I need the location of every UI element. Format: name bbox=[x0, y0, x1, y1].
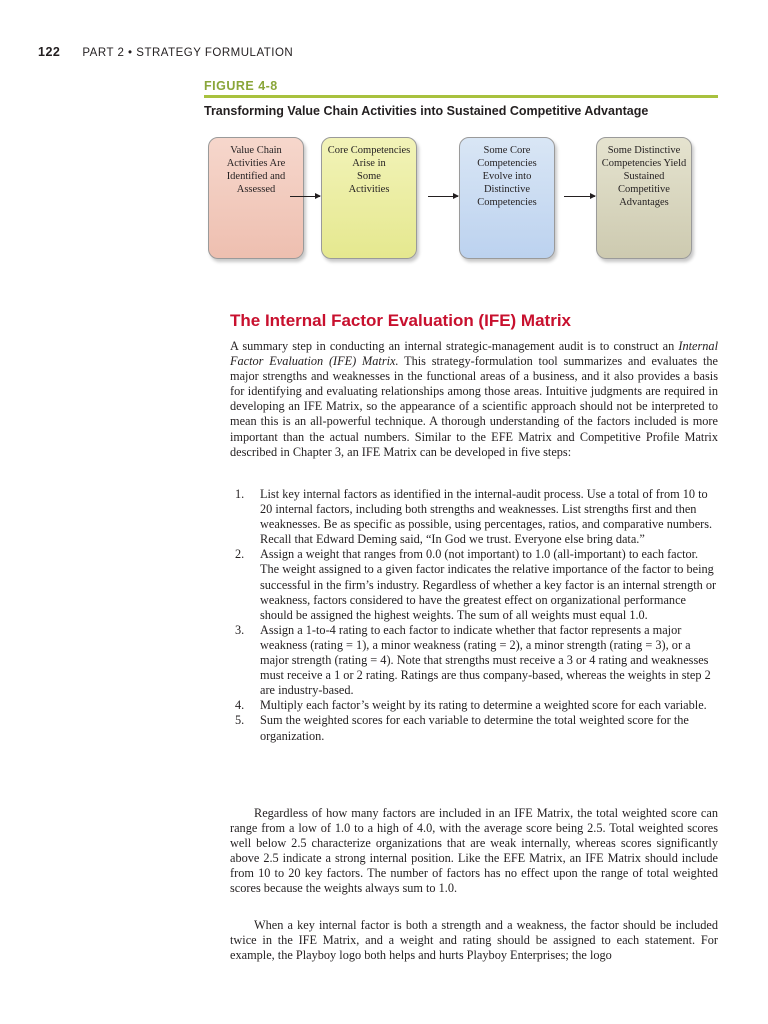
box-line: Some Distinctive bbox=[607, 145, 681, 156]
step-number: 1. bbox=[235, 487, 245, 501]
step-number: 4. bbox=[235, 698, 245, 713]
running-header bbox=[38, 45, 293, 59]
arrow-right-icon bbox=[428, 196, 458, 197]
step-number: 5. bbox=[235, 713, 245, 728]
box-line: Competitive bbox=[618, 184, 670, 195]
intro-text: This strategy-formulation tool summarizes and evaluates the major strengths and weaknesses in the functional areas of a business, and it also provides a basis for identifying and evaluating relationships among those areas. Intuitive judgments are required in developing an IFE Matrix, so the appearance of a scientific approach should not be interpreted to mean this is an all-powerful technique. A thorough understanding of the factors included is more important than the actual numbers. Similar to the EFE Matrix and Competitive Profile Matrix described in Chapter 3, an IFE Matrix can be developed in five steps: bbox=[230, 354, 718, 459]
list-item bbox=[230, 698, 718, 713]
step-text: Sum the weighted scores for each variable to determine the total weighted score for the organization. bbox=[260, 713, 689, 743]
box-line: Activities bbox=[348, 184, 390, 195]
box-line: Competencies Yield bbox=[601, 158, 687, 169]
diagram-box-core-competencies bbox=[321, 137, 417, 259]
step-text: List key internal factors as identified in the internal-audit process. Use a total of from 10 to 20 internal factors, including both strengths and weaknesses. List strengths first and then weaknesses. Be as specific as possible, using percentages, ratios, and comparative numbers. Recall that Edward Deming said, “In God we trust. Everyone else bring data.” bbox=[260, 487, 713, 547]
step-number: 2. bbox=[235, 547, 245, 562]
page-number: 122 bbox=[38, 45, 61, 59]
box-line: Assessed bbox=[236, 184, 276, 195]
box-line: Activities Are bbox=[226, 158, 286, 169]
diagram-box-value-chain bbox=[208, 137, 304, 259]
list-item bbox=[230, 547, 718, 622]
intro-italic-term: Internal Factor Evaluation (IFE) Matrix. bbox=[230, 339, 718, 369]
box-line: Competencies bbox=[477, 158, 537, 169]
figure-label: FIGURE 4-8 bbox=[204, 79, 278, 93]
arrow-right-icon bbox=[290, 196, 320, 197]
box-line: Sustained bbox=[623, 171, 665, 182]
step-number: 3. bbox=[235, 622, 245, 637]
intro-text: A summary step in conducting an internal strategic-management audit is to construct an bbox=[230, 339, 679, 353]
box-line: Some bbox=[357, 171, 381, 182]
figure-rule bbox=[204, 95, 718, 98]
list-item bbox=[230, 487, 718, 547]
step-text: Assign a 1-to-4 rating to each factor to indicate whether that factor represents a major weakness (rating = 1), a minor weakness (rating = 2), a minor strength (rating = 3), or a major strength (rating = 4). Note that strengths must receive a 3 or 4 rating and weaknesses must receive a 1 or 2 rating. Ratings are thus company-based, whereas the weights in step 2 are industry-based. bbox=[260, 622, 711, 698]
paragraph-strength-weakness: When a key internal factor is both a strength and a weakness, the factor should be included twice in the IFE Matrix, and a weight and rating should be assigned to each statement. For example, the Playboy logo both helps and hurts Playboy Enterprises; the logo bbox=[230, 918, 718, 963]
paragraph-weighted-score: Regardless of how many factors are included in an IFE Matrix, the total weighted score can range from a low of 1.0 to a high of 4.0, with the average score being 2.5. Total weighted scores well below 2.5 characterize organizations that are weak internally, whereas scores significantly above 2.5 indicate a strong internal position. Like the EFE Matrix, an IFE Matrix should include from 10 to 20 key factors. The number of factors has no effect upon the range of total weighted scores because the weights always sum to 1.0. bbox=[230, 806, 718, 896]
ife-steps-list bbox=[230, 487, 718, 744]
box-line: Identified and bbox=[226, 171, 286, 182]
step-text: Assign a weight that ranges from 0.0 (not important) to 1.0 (all-important) to each factor. The weight assigned to a given factor indicates the relative importance of the factor to being successful in the firm’s industry. Regardless of whether a key factor is an internal strength or weakness, factors considered to have the greatest effect on organizational performance should be assigned the highest weights. The sum of all weights must equal 1.0. bbox=[260, 547, 717, 622]
box-line: Value Chain bbox=[230, 145, 282, 156]
box-line: Evolve into bbox=[482, 171, 532, 182]
list-item bbox=[230, 623, 718, 698]
arrow-right-icon bbox=[564, 196, 595, 197]
section-title: The Internal Factor Evaluation (IFE) Matrix bbox=[230, 311, 571, 330]
box-line: Some Core bbox=[483, 145, 531, 156]
diagram-box-distinctive-competencies bbox=[459, 137, 555, 259]
box-line: Core Competencies bbox=[327, 145, 411, 156]
box-line: Distinctive bbox=[483, 184, 531, 195]
box-line: Competencies bbox=[477, 197, 537, 208]
list-item bbox=[230, 713, 718, 743]
running-title: PART 2 • STRATEGY FORMULATION bbox=[82, 47, 294, 59]
box-line: Advantages bbox=[619, 197, 669, 208]
diagram-box-competitive-advantages bbox=[596, 137, 692, 259]
intro-paragraph bbox=[230, 339, 718, 460]
figure-title: Transforming Value Chain Activities into Sustained Competitive Advantage bbox=[204, 104, 649, 118]
box-line: Arise in bbox=[352, 158, 386, 169]
value-chain-diagram bbox=[208, 137, 704, 265]
step-text: Multiply each factor’s weight by its rating to determine a weighted score for each variable. bbox=[260, 698, 707, 713]
